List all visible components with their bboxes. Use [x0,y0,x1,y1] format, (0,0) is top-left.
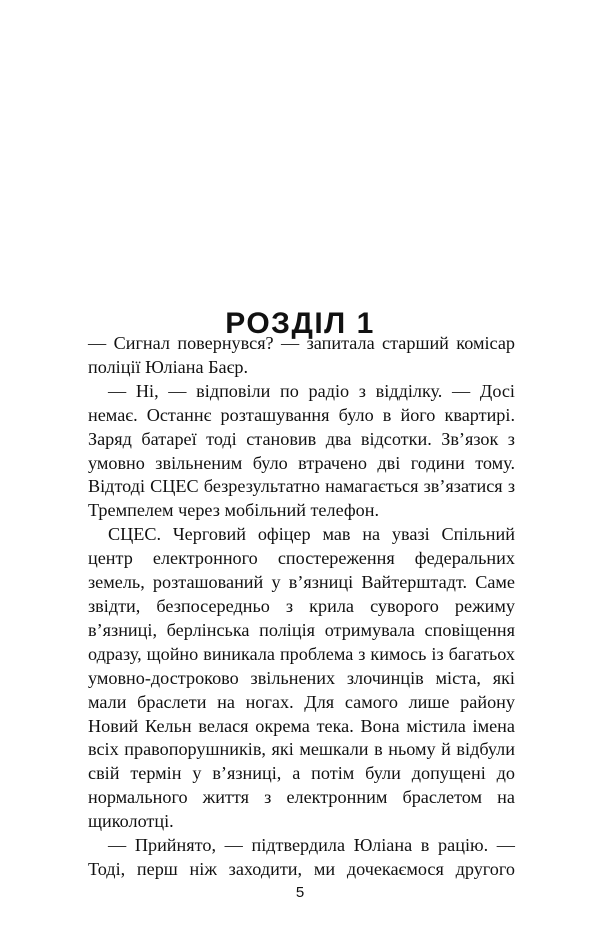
chapter-title: РОЗДІЛ 1 [225,307,375,341]
paragraph: СЦЕС. Черговий офіцер мав на увазі Спільний центр електронного спостереження федеральних земель, розташований у в’язниці Вайтерштадт. Саме звідти, безпосередньо з крила суворого режиму в’язниці, берлінська поліція отримувала сповіщення одразу, щойно виникала проблема з кимось із багатьох умовно-достроково звільнених злочинців міста, які мали браслети на ногах. Для самого лише району Новий Кельн велася окрема тека. Вона містила імена всіх правопорушників, які мешкали в ньому й відбули свій термін у в’язниці, а потім були допущені до нормального життя з електронним браслетом на щиколотці. [88,524,515,832]
paragraph: — Прийнято, — підтвердила Юліана в рацію. — Тоді, перш ніж заходити, ми дочекаємося другого [88,835,515,879]
page-number: 5 [295,884,305,901]
body-text [88,332,515,882]
paragraph: — Ні, — відповіли по радіо з відділку. — Досі немає. Останнє розташування було в його квартирі. Заряд батареї тоді становив два відсотки. Зв’язок з умовно звільненим було втрачено дві години тому. Відтоді СЦЕС безрезультатно намагається зв’язатися з Тремпелем через мобільний телефон. [88,380,515,521]
paragraph: — Сигнал повернувся? — запитала старший комісар поліції Юліана Баєр. [88,333,515,377]
